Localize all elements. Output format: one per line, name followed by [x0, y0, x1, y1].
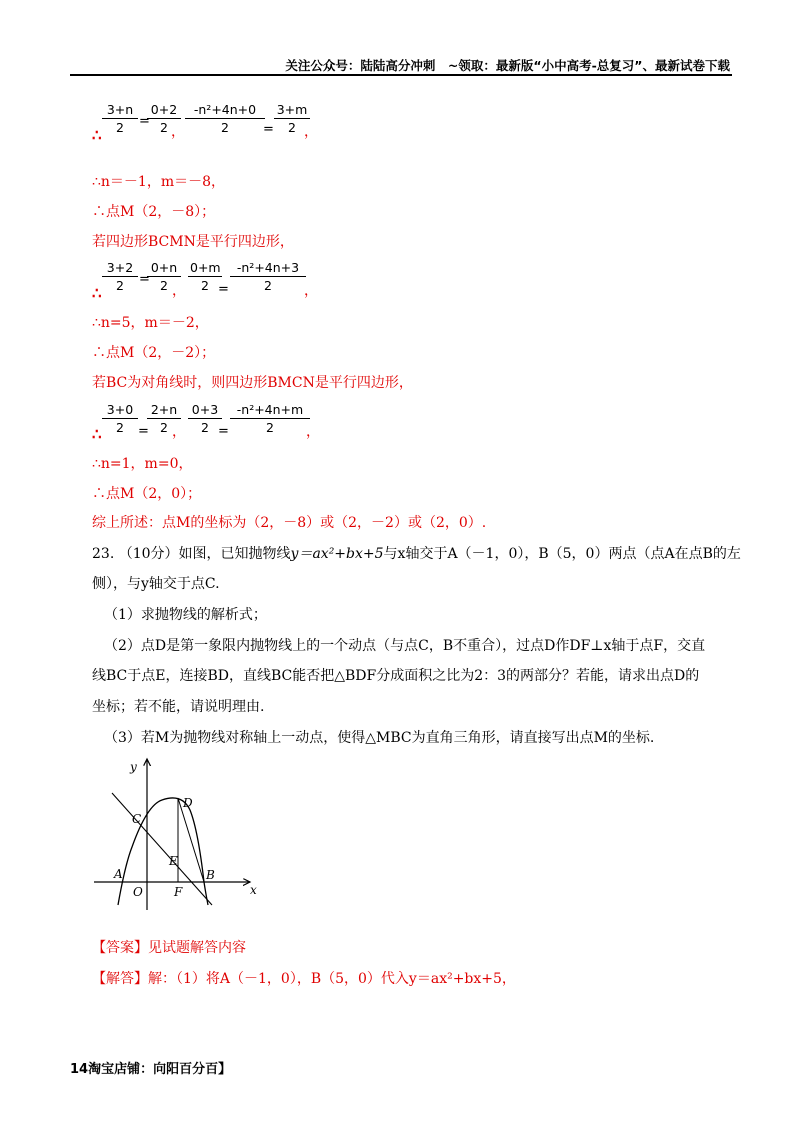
fraction	[230, 402, 310, 436]
summary-line: 综上所述：点M的坐标为（2，－8）或（2，－2）或（2，0）.	[92, 515, 487, 531]
stem-text: 如图，已知抛物线	[178, 546, 291, 562]
question-1: （1）求抛物线的解析式；	[104, 607, 267, 623]
label-d: D	[183, 796, 193, 810]
page-number: 14	[70, 1062, 89, 1077]
numerator: 3+n	[106, 102, 134, 117]
answer-tag: 【答案】见试题解答内容	[92, 940, 246, 956]
fraction	[185, 102, 265, 136]
comma: ，	[304, 283, 318, 299]
label-x: x	[250, 883, 257, 897]
equals-sign: =	[263, 122, 274, 137]
label-a: A	[114, 867, 123, 881]
problem-stem-line-2: 侧），与y轴交于点C.	[92, 576, 220, 592]
footer-shop-text: 淘宝店铺：向阳百分百】	[88, 1062, 232, 1077]
fraction	[188, 402, 222, 436]
denominator: 2	[116, 278, 124, 293]
question-3: （3）若M为抛物线对称轴上一动点，使得△MBC为直角三角形，请直接写出点M的坐标.	[104, 730, 655, 746]
denominator: 2	[116, 420, 124, 435]
problem-score: （10分）	[118, 546, 179, 562]
comma: ，	[171, 124, 185, 140]
numerator: 0+m	[190, 260, 221, 275]
numerator: 0+3	[191, 402, 219, 417]
page-footer	[70, 1058, 231, 1077]
fraction	[102, 260, 138, 294]
solution-line: ∴点M（2，－2）；	[92, 345, 216, 361]
denominator: 2	[160, 278, 168, 293]
denominator: 2	[221, 120, 229, 135]
label-o: O	[133, 885, 143, 899]
denominator: 2	[160, 120, 168, 135]
solution-text: （1）将A（－1，0），B（5，0）代入y＝ax²+bx+5，	[176, 971, 516, 987]
label-f: F	[174, 885, 183, 899]
denominator: 2	[266, 420, 274, 435]
therefore-symbol: ∴	[92, 425, 102, 443]
numerator: 2+n	[150, 402, 178, 417]
solution-tag: 【解答】解：	[92, 971, 176, 987]
solution-line: ∴n=1，m=0，	[92, 456, 193, 472]
equals-sign: =	[218, 424, 229, 439]
line-bc	[112, 793, 212, 905]
therefore-symbol: ∴	[92, 126, 102, 144]
solution-line: ∴点M（2，0）；	[92, 486, 202, 502]
label-y: y	[130, 760, 137, 774]
solution-line: ∴n＝－1，m＝－8，	[92, 174, 226, 190]
fraction	[102, 102, 138, 136]
comma: ，	[304, 124, 318, 140]
comma: ，	[306, 424, 320, 440]
solution-line: 若四边形BCMN是平行四边形，	[92, 234, 294, 250]
segment-bd	[178, 798, 204, 882]
denominator: 2	[288, 120, 296, 135]
numerator: 0+2	[150, 102, 178, 117]
solution-line: 若BC为对角线时，则四边形BMCN是平行四边形，	[92, 375, 413, 391]
problem-stem-line-1	[92, 543, 741, 563]
comma: ，	[172, 424, 186, 440]
equals-sign: =	[218, 282, 229, 297]
label-b: B	[206, 868, 215, 882]
problem-number: 23.	[92, 546, 115, 562]
question-2-line-3: 坐标；若不能，请说明理由.	[92, 699, 265, 715]
denominator: 2	[264, 278, 272, 293]
numerator: -n²+4n+m	[236, 402, 304, 417]
denominator: 2	[160, 420, 168, 435]
equals-sign: =	[138, 424, 149, 439]
fraction	[230, 260, 306, 294]
label-c: C	[132, 812, 142, 826]
fraction	[188, 260, 222, 294]
parabola-formula: y＝ax²+bx+5	[290, 546, 384, 562]
numerator: -n²+4n+0	[193, 102, 257, 117]
denominator: 2	[201, 278, 209, 293]
comma: ，	[172, 283, 186, 299]
stem-text: 与x轴交于A（－1，0），B（5，0）两点（点A在点B的左	[383, 546, 741, 562]
equals-sign: =	[139, 114, 150, 129]
numerator: 3+2	[106, 260, 134, 275]
therefore-symbol: ∴	[92, 284, 102, 302]
numerator: -n²+4n+3	[236, 260, 300, 275]
label-e: E	[169, 854, 178, 868]
question-2-line-1: （2）点D是第一象限内抛物线上的一个动点（与点C，B不重合），过点D作DF⊥x轴于点F，交直	[104, 638, 706, 654]
header-rule	[70, 74, 732, 76]
denominator: 2	[116, 120, 124, 135]
numerator: 3+0	[106, 402, 134, 417]
numerator: 0+n	[150, 260, 178, 275]
question-2-line-2: 线BC于点E，连接BD，直线BC能否把△BDF分成面积之比为2：3的两部分？若能，请求出点D的	[92, 668, 700, 684]
denominator: 2	[201, 420, 209, 435]
equals-sign: =	[139, 272, 150, 287]
fraction	[102, 402, 138, 436]
page-header: 关注公众号：陆陆高分冲刺 ~领取：最新版“小中高考-总复习”、最新试卷下载	[285, 58, 730, 73]
solution-line: ∴点M（2，－8）；	[92, 204, 216, 220]
numerator: 3+m	[276, 102, 308, 117]
parabola-figure	[90, 755, 270, 915]
solution-intro	[92, 968, 516, 988]
solution-line: ∴n=5，m＝－2，	[92, 315, 209, 331]
